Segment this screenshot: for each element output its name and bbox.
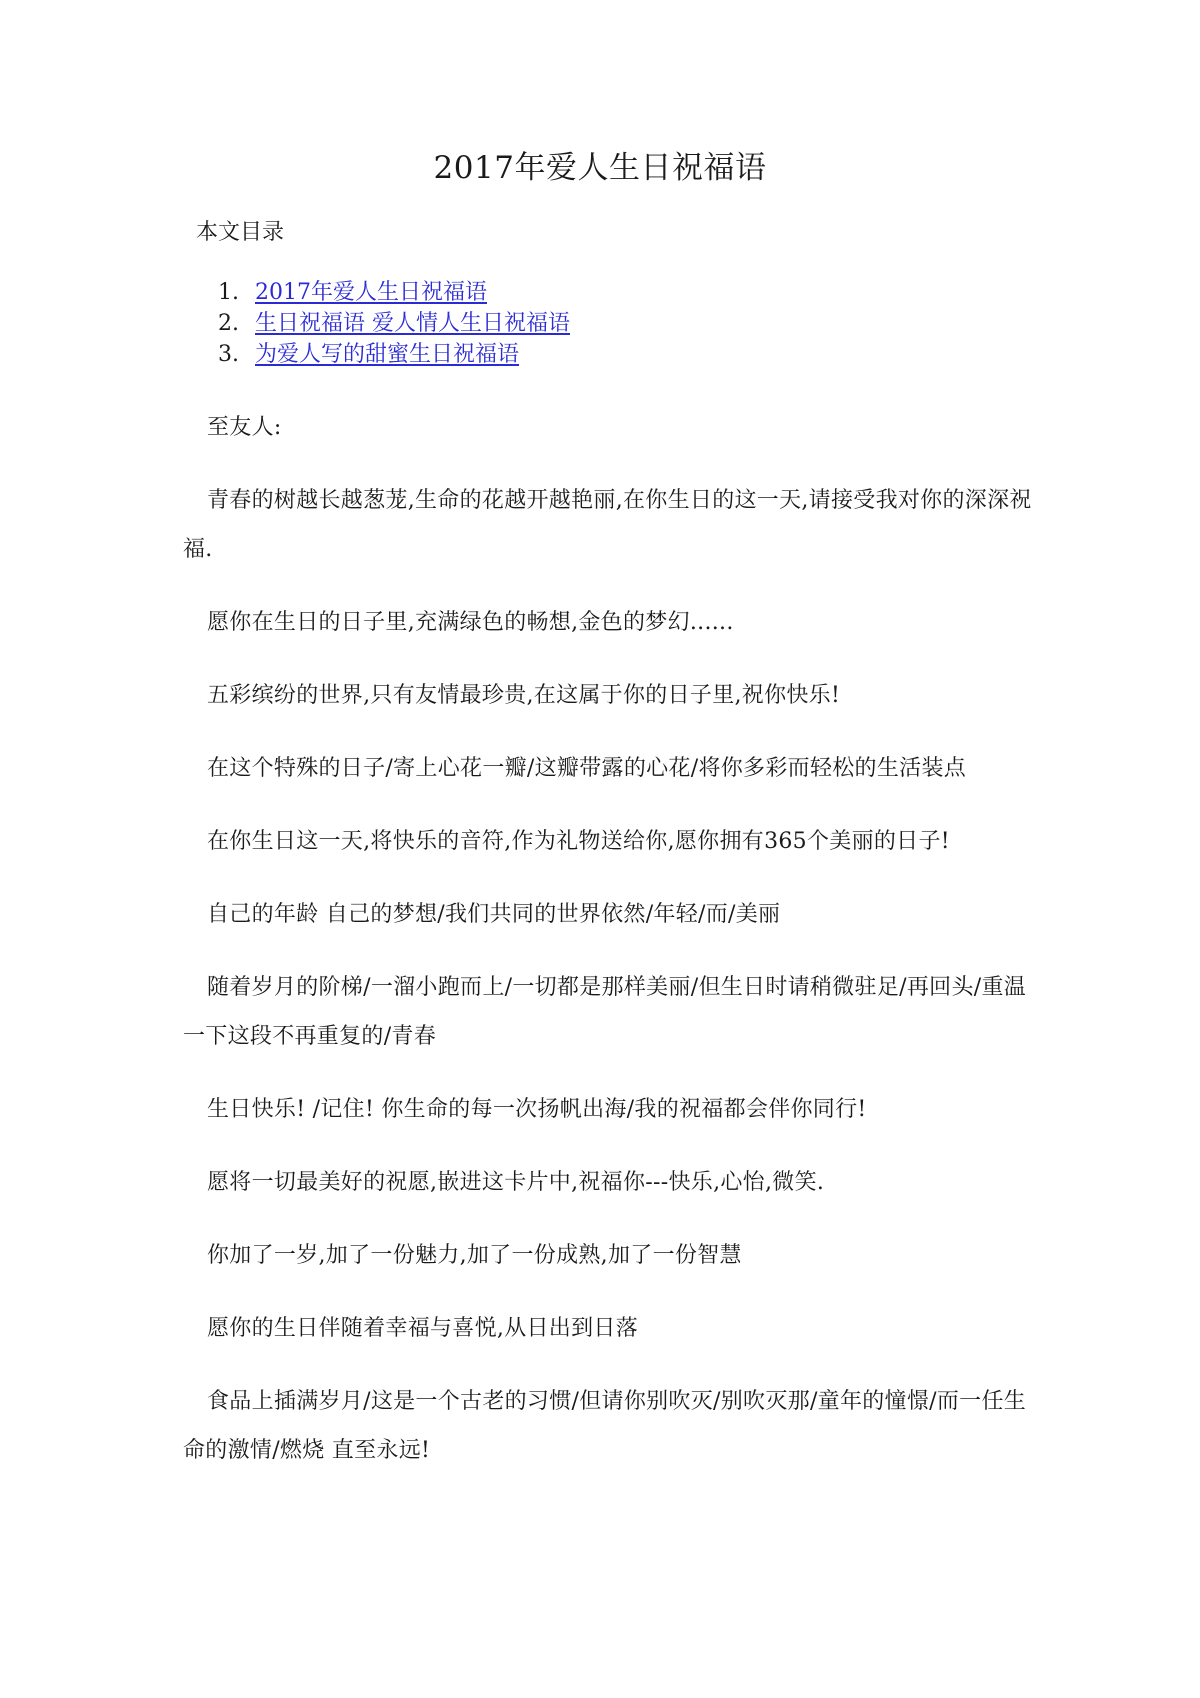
toc-number: 2.: [218, 311, 239, 336]
document-title: 2017年爱人生日祝福语: [433, 150, 767, 186]
table-of-contents: [218, 277, 570, 370]
toc-item: [218, 339, 570, 370]
document-body: [183, 403, 1043, 1499]
paragraph: 自己的年龄 自己的梦想/我们共同的世界依然/年轻/而/美丽: [207, 902, 781, 927]
toc-heading: 本文目录: [196, 220, 285, 245]
paragraph: 你加了一岁,加了一份魅力,加了一份成熟,加了一份智慧: [207, 1243, 742, 1268]
paragraph: 生日快乐! /记住! 你生命的每一次扬帆出海/我的祝福都会伴你同行!: [207, 1097, 867, 1122]
paragraph: 随着岁月的阶梯/一溜小跑而上/一切都是那样美丽/但生日时请稍微驻足/再回头/重温一下这段不再重复的/青春: [183, 975, 1027, 1049]
toc-link-3[interactable]: 为爱人写的甜蜜生日祝福语: [255, 342, 520, 367]
toc-item: [218, 308, 570, 339]
paragraph: 愿将一切最美好的祝愿,嵌进这卡片中,祝福你---快乐,心怡,微笑.: [207, 1170, 825, 1195]
toc-number: 1.: [218, 280, 239, 305]
paragraph: 在这个特殊的日子/寄上心花一瓣/这瓣带露的心花/将你多彩而轻松的生活装点: [207, 756, 967, 781]
paragraph: 在你生日这一天,将快乐的音符,作为礼物送给你,愿你拥有365个美丽的日子!: [207, 829, 950, 854]
paragraph: 青春的树越长越葱茏,生命的花越开越艳丽,在你生日的这一天,请接受我对你的深深祝福.: [183, 488, 1032, 562]
paragraph: 愿你在生日的日子里,充满绿色的畅想,金色的梦幻......: [207, 610, 734, 635]
toc-link-2[interactable]: 生日祝福语 爱人情人生日祝福语: [255, 311, 570, 336]
toc-link-1[interactable]: 2017年爱人生日祝福语: [255, 280, 487, 305]
toc-number: 3.: [218, 342, 239, 367]
salutation: 至友人:: [207, 415, 282, 440]
toc-item: [218, 277, 570, 308]
paragraph: 五彩缤纷的世界,只有友情最珍贵,在这属于你的日子里,祝你快乐!: [207, 683, 841, 708]
paragraph: 食品上插满岁月/这是一个古老的习惯/但请你别吹灭/别吹灭那/童年的憧憬/而一任生命的激情/燃烧 直至永远!: [183, 1389, 1027, 1463]
paragraph: 愿你的生日伴随着幸福与喜悦,从日出到日落: [207, 1316, 638, 1341]
